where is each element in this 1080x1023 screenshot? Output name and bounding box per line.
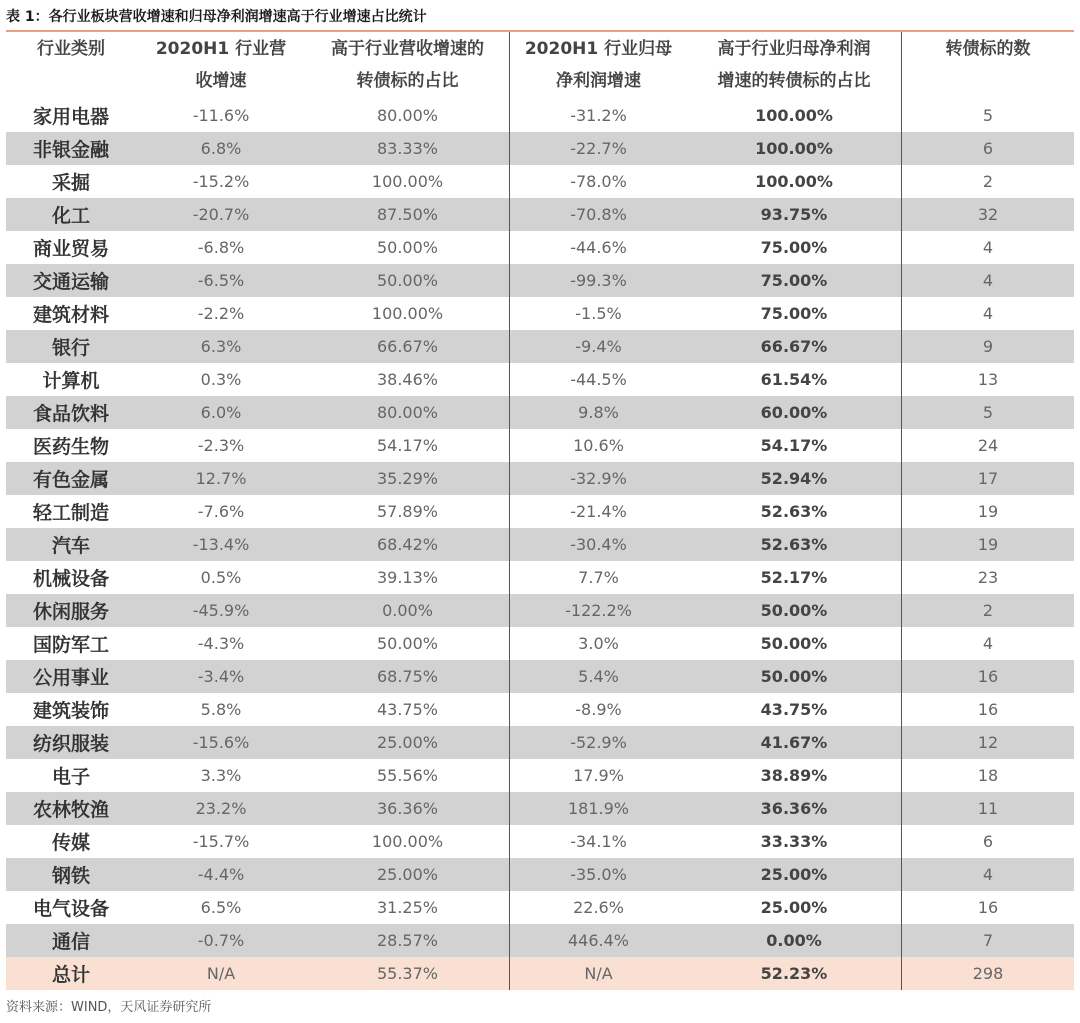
- cell-bond-count: 16: [901, 693, 1074, 726]
- cell-revenue-growth: 0.5%: [200, 568, 242, 587]
- cell-profit-share: 100.00%: [755, 106, 833, 125]
- cell-profit-growth: -35.0%: [509, 858, 687, 891]
- cell-profit-share: 52.17%: [760, 568, 828, 587]
- cell-revenue-share: 50.00%: [376, 634, 438, 653]
- cell-revenue-share: 100.00%: [371, 832, 444, 851]
- table-row: [6, 330, 1074, 363]
- cell-revenue-share: 80.00%: [376, 106, 438, 125]
- cell-bond-count: 19: [901, 528, 1074, 561]
- cell-industry: 农林牧渔: [32, 799, 109, 821]
- cell-industry: 建筑装饰: [32, 700, 109, 722]
- cell-revenue-growth: 6.3%: [200, 337, 242, 356]
- table-row: [6, 594, 1074, 627]
- cell-revenue-growth: 5.8%: [200, 700, 242, 719]
- cell-bond-count: 13: [901, 363, 1074, 396]
- cell-industry: 计算机: [42, 370, 100, 392]
- table-row: [6, 693, 1074, 726]
- table-header: [6, 32, 1074, 99]
- cell-bond-count: 23: [901, 561, 1074, 594]
- header-profit-growth: [509, 32, 687, 99]
- cell-profit-share: 0.00%: [766, 931, 822, 950]
- cell-profit-growth: 10.6%: [509, 429, 687, 462]
- table-row: [6, 198, 1074, 231]
- cell-revenue-growth: -2.3%: [197, 436, 245, 455]
- cell-revenue-share: 25.00%: [376, 733, 438, 752]
- header-revenue-growth: [136, 32, 306, 99]
- cell-revenue-share: 50.00%: [376, 238, 438, 257]
- cell-profit-share: 61.54%: [760, 370, 828, 389]
- header-profit-share-line2: 增速的转债标的占比: [717, 71, 871, 91]
- cell-profit-growth: -34.1%: [509, 825, 687, 858]
- cell-profit-share: 75.00%: [760, 238, 828, 257]
- table-row: [6, 792, 1074, 825]
- cell-profit-growth: -9.4%: [509, 330, 687, 363]
- cell-profit-growth: 5.4%: [509, 660, 687, 693]
- cell-bond-count: 4: [901, 231, 1074, 264]
- table-row: [6, 99, 1074, 132]
- cell-profit-growth: -122.2%: [509, 594, 687, 627]
- cell-profit-growth: -30.4%: [509, 528, 687, 561]
- cell-industry: 电子: [51, 766, 90, 788]
- table-row: [6, 759, 1074, 792]
- cell-industry: 轻工制造: [32, 502, 109, 524]
- table-row: [6, 891, 1074, 924]
- cell-industry: 交通运输: [32, 271, 109, 293]
- cell-revenue-share: 55.56%: [376, 766, 438, 785]
- cell-industry: 采掘: [51, 172, 90, 194]
- cell-bond-count: 11: [901, 792, 1074, 825]
- cell-industry: 休闲服务: [32, 601, 109, 623]
- total-row: [6, 957, 1074, 990]
- cell-revenue-growth: 6.5%: [200, 898, 242, 917]
- cell-profit-growth: 3.0%: [509, 627, 687, 660]
- cell-revenue-share: 25.00%: [376, 865, 438, 884]
- cell-profit-share: 43.75%: [760, 700, 828, 719]
- table-row: [6, 363, 1074, 396]
- header-revenue-share: [306, 32, 509, 99]
- cell-bond-count: 24: [901, 429, 1074, 462]
- cell-revenue-growth: -0.7%: [197, 931, 245, 950]
- cell-bond-count: 4: [901, 627, 1074, 660]
- header-profit-share: [687, 32, 901, 99]
- cell-bond-count: 298: [901, 957, 1074, 990]
- cell-revenue-growth: -6.8%: [197, 238, 245, 257]
- cell-profit-share: 66.67%: [760, 337, 828, 356]
- header-profit-share-line1: 高于行业归母净利润: [717, 39, 871, 59]
- cell-profit-share: 41.67%: [760, 733, 828, 752]
- cell-profit-growth: -8.9%: [509, 693, 687, 726]
- cell-bond-count: 4: [901, 858, 1074, 891]
- cell-industry: 国防军工: [32, 634, 109, 656]
- table-row: [6, 165, 1074, 198]
- table-row: [6, 726, 1074, 759]
- cell-revenue-growth: -20.7%: [192, 205, 250, 224]
- cell-industry: 银行: [51, 337, 90, 359]
- cell-revenue-share: 0.00%: [382, 601, 433, 620]
- cell-revenue-growth: -45.9%: [192, 601, 250, 620]
- header-revenue-growth-line1: 2020H1 行业营: [155, 39, 287, 59]
- cell-revenue-growth: 0.3%: [200, 370, 242, 389]
- cell-revenue-share: 54.17%: [376, 436, 438, 455]
- cell-industry: 化工: [51, 205, 90, 227]
- cell-industry: 电气设备: [32, 898, 109, 920]
- table-title: 表 1：各行业板块营收增速和归母净利润增速高于行业增速占比统计: [6, 9, 427, 25]
- table-row: [6, 660, 1074, 693]
- header-industry-line1: 行业类别: [37, 39, 105, 59]
- table-row: [6, 528, 1074, 561]
- cell-profit-growth: N/A: [509, 957, 687, 990]
- cell-revenue-share: 38.46%: [376, 370, 438, 389]
- cell-profit-growth: -32.9%: [509, 462, 687, 495]
- cell-profit-share: 25.00%: [760, 865, 828, 884]
- cell-profit-growth: -21.4%: [509, 495, 687, 528]
- cell-industry: 机械设备: [32, 568, 109, 590]
- cell-profit-growth: -22.7%: [509, 132, 687, 165]
- cell-revenue-share: 80.00%: [376, 403, 438, 422]
- header-profit-growth-line1: 2020H1 行业归母: [524, 39, 673, 59]
- cell-revenue-share: 31.25%: [376, 898, 438, 917]
- cell-profit-growth: -1.5%: [509, 297, 687, 330]
- cell-bond-count: 17: [901, 462, 1074, 495]
- cell-bond-count: 6: [901, 132, 1074, 165]
- cell-profit-share: 36.36%: [760, 799, 828, 818]
- cell-revenue-share: 68.75%: [376, 667, 438, 686]
- table-row: [6, 264, 1074, 297]
- cell-revenue-growth: -11.6%: [192, 106, 250, 125]
- cell-bond-count: 2: [901, 165, 1074, 198]
- header-bond-count-line1: 转债标的数: [945, 39, 1031, 59]
- cell-revenue-growth: -4.3%: [197, 634, 245, 653]
- cell-bond-count: 12: [901, 726, 1074, 759]
- cell-industry: 汽车: [51, 535, 90, 557]
- table-row: [6, 297, 1074, 330]
- table-row: [6, 561, 1074, 594]
- cell-revenue-growth: -4.4%: [197, 865, 245, 884]
- cell-profit-share: 50.00%: [760, 601, 828, 620]
- cell-bond-count: 9: [901, 330, 1074, 363]
- cell-profit-growth: -78.0%: [509, 165, 687, 198]
- cell-bond-count: 32: [901, 198, 1074, 231]
- cell-revenue-share: 100.00%: [371, 172, 444, 191]
- cell-profit-growth: 9.8%: [509, 396, 687, 429]
- cell-profit-share: 75.00%: [760, 304, 828, 323]
- cell-bond-count: 6: [901, 825, 1074, 858]
- cell-revenue-growth: 12.7%: [195, 469, 247, 488]
- data-table: [6, 32, 1074, 990]
- header-revenue-share-line1: 高于行业营收增速的: [331, 39, 484, 59]
- cell-bond-count: 2: [901, 594, 1074, 627]
- cell-industry: 医药生物: [32, 436, 109, 458]
- cell-profit-share: 52.63%: [760, 502, 828, 521]
- cell-profit-growth: -44.6%: [509, 231, 687, 264]
- cell-profit-growth: 446.4%: [509, 924, 687, 957]
- cell-revenue-growth: N/A: [206, 964, 236, 983]
- cell-profit-share: 38.89%: [760, 766, 828, 785]
- header-bond-count: [901, 32, 1074, 99]
- cell-profit-growth: -31.2%: [509, 99, 687, 132]
- table-row: [6, 231, 1074, 264]
- cell-revenue-growth: 23.2%: [195, 799, 247, 818]
- header-profit-growth-line2: 净利润增速: [556, 71, 641, 91]
- cell-profit-share: 75.00%: [760, 271, 828, 290]
- cell-revenue-growth: 3.3%: [200, 766, 242, 785]
- cell-profit-share: 52.63%: [760, 535, 828, 554]
- cell-profit-growth: -52.9%: [509, 726, 687, 759]
- cell-revenue-growth: -13.4%: [192, 535, 250, 554]
- cell-revenue-growth: 6.8%: [200, 139, 242, 158]
- table-row: [6, 495, 1074, 528]
- cell-bond-count: 18: [901, 759, 1074, 792]
- table-row: [6, 825, 1074, 858]
- cell-profit-share: 60.00%: [760, 403, 828, 422]
- table-row: [6, 396, 1074, 429]
- cell-revenue-growth: -15.6%: [192, 733, 250, 752]
- cell-revenue-share: 50.00%: [376, 271, 438, 290]
- cell-profit-share: 50.00%: [760, 667, 828, 686]
- cell-profit-growth: 7.7%: [509, 561, 687, 594]
- cell-industry: 总计: [51, 964, 90, 986]
- cell-revenue-share: 43.75%: [376, 700, 438, 719]
- cell-revenue-growth: -2.2%: [197, 304, 245, 323]
- cell-bond-count: 4: [901, 297, 1074, 330]
- cell-profit-share: 52.94%: [760, 469, 828, 488]
- table-row: [6, 462, 1074, 495]
- cell-profit-growth: -99.3%: [509, 264, 687, 297]
- header-industry: [6, 32, 136, 99]
- cell-profit-growth: 22.6%: [509, 891, 687, 924]
- table-row: [6, 429, 1074, 462]
- cell-profit-growth: 17.9%: [509, 759, 687, 792]
- cell-revenue-share: 66.67%: [376, 337, 438, 356]
- cell-bond-count: 5: [901, 99, 1074, 132]
- header-revenue-share-line2: 转债标的占比: [356, 71, 459, 91]
- cell-industry: 商业贸易: [32, 238, 109, 260]
- cell-revenue-share: 36.36%: [376, 799, 438, 818]
- table-body: [6, 99, 1074, 990]
- cell-industry: 有色金属: [32, 469, 109, 491]
- header-revenue-growth-line2: 收增速: [195, 71, 247, 91]
- cell-profit-share: 54.17%: [760, 436, 828, 455]
- table-row: [6, 132, 1074, 165]
- cell-industry: 家用电器: [32, 106, 109, 128]
- table-row: [6, 858, 1074, 891]
- cell-revenue-growth: -15.7%: [192, 832, 250, 851]
- cell-industry: 纺织服装: [32, 733, 109, 755]
- cell-bond-count: 5: [901, 396, 1074, 429]
- cell-profit-share: 50.00%: [760, 634, 828, 653]
- cell-revenue-share: 55.37%: [376, 964, 438, 983]
- cell-revenue-share: 83.33%: [376, 139, 438, 158]
- cell-revenue-growth: -3.4%: [197, 667, 245, 686]
- cell-industry: 钢铁: [51, 865, 90, 887]
- cell-revenue-share: 35.29%: [376, 469, 438, 488]
- cell-profit-growth: -44.5%: [509, 363, 687, 396]
- cell-profit-growth: 181.9%: [509, 792, 687, 825]
- cell-revenue-share: 57.89%: [376, 502, 438, 521]
- cell-revenue-share: 68.42%: [376, 535, 438, 554]
- cell-bond-count: 4: [901, 264, 1074, 297]
- cell-revenue-share: 39.13%: [376, 568, 438, 587]
- cell-revenue-growth: 6.0%: [200, 403, 242, 422]
- cell-revenue-growth: -6.5%: [197, 271, 245, 290]
- cell-revenue-growth: -15.2%: [192, 172, 250, 191]
- cell-profit-share: 100.00%: [755, 172, 833, 191]
- cell-industry: 公用事业: [32, 667, 109, 689]
- cell-profit-share: 100.00%: [755, 139, 833, 158]
- cell-profit-growth: -70.8%: [509, 198, 687, 231]
- cell-industry: 传媒: [51, 832, 90, 854]
- cell-revenue-share: 100.00%: [371, 304, 444, 323]
- cell-profit-share: 25.00%: [760, 898, 828, 917]
- cell-revenue-share: 28.57%: [376, 931, 438, 950]
- cell-profit-share: 93.75%: [760, 205, 828, 224]
- table-row: [6, 924, 1074, 957]
- cell-industry: 食品饮料: [32, 403, 109, 425]
- cell-profit-share: 52.23%: [760, 964, 828, 983]
- cell-bond-count: 7: [901, 924, 1074, 957]
- cell-industry: 通信: [51, 931, 90, 953]
- cell-bond-count: 16: [901, 891, 1074, 924]
- cell-bond-count: 19: [901, 495, 1074, 528]
- cell-profit-share: 33.33%: [760, 832, 828, 851]
- source-note: 资料来源：WIND，天风证券研究所: [6, 1000, 212, 1015]
- cell-industry: 建筑材料: [32, 304, 109, 326]
- cell-revenue-growth: -7.6%: [197, 502, 245, 521]
- table-row: [6, 627, 1074, 660]
- cell-revenue-share: 87.50%: [376, 205, 438, 224]
- cell-bond-count: 16: [901, 660, 1074, 693]
- cell-industry: 非银金融: [32, 139, 109, 161]
